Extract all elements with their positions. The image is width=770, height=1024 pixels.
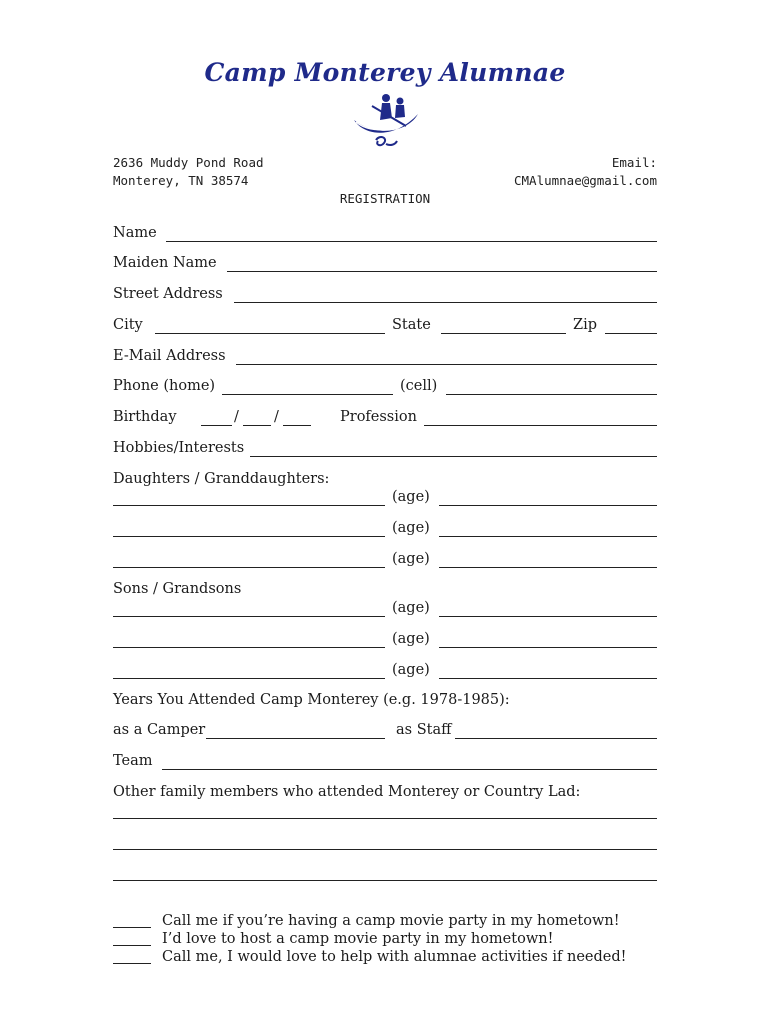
name-label: Name: [113, 225, 157, 241]
as-staff-field[interactable]: [455, 738, 657, 739]
checkbox-blank[interactable]: [113, 963, 151, 964]
son-age-field[interactable]: [439, 616, 657, 617]
other-family-field[interactable]: [113, 880, 657, 881]
age-label: (age): [392, 551, 430, 567]
son-age-field[interactable]: [439, 678, 657, 679]
form-title: REGISTRATION: [339, 191, 431, 206]
email-value: CMAlumnae@gmail.com: [514, 173, 657, 188]
email-address-field[interactable]: [236, 364, 657, 365]
daughter-age-field[interactable]: [439, 567, 657, 568]
daughter-name-field[interactable]: [113, 505, 385, 506]
state-field[interactable]: [441, 333, 566, 334]
birthday-year-field[interactable]: [283, 425, 311, 426]
city-label: City: [113, 317, 143, 333]
birthday-separator: /: [234, 409, 239, 425]
page-title: Camp Monterey Alumnae: [204, 58, 566, 87]
maiden-name-field[interactable]: [227, 271, 657, 272]
profession-field[interactable]: [424, 425, 657, 426]
street-address-label: Street Address: [113, 286, 223, 302]
state-label: State: [392, 317, 431, 333]
phone-cell-field[interactable]: [446, 394, 657, 395]
maiden-name-label: Maiden Name: [113, 255, 217, 271]
checkbox-blank[interactable]: [113, 945, 151, 946]
age-label: (age): [392, 520, 430, 536]
sons-label: Sons / Grandsons: [113, 581, 242, 597]
daughter-age-field[interactable]: [439, 536, 657, 537]
daughter-name-field[interactable]: [113, 567, 385, 568]
as-camper-label: as a Camper: [113, 722, 206, 738]
daughter-name-field[interactable]: [113, 536, 385, 537]
address-line-1: 2636 Muddy Pond Road: [113, 155, 264, 170]
phone-home-label: Phone (home): [113, 378, 216, 394]
checkbox-label: Call me if you’re having a camp movie party in my hometown!: [162, 913, 620, 929]
age-label: (age): [392, 600, 430, 616]
years-attended-label: Years You Attended Camp Monterey (e.g. 1978-1985):: [113, 692, 510, 708]
other-family-field[interactable]: [113, 849, 657, 850]
hobbies-field[interactable]: [250, 456, 657, 457]
checkbox-label: I’d love to host a camp movie party in my hometown!: [162, 931, 554, 947]
age-label: (age): [392, 662, 430, 678]
canoe-icon: [350, 92, 422, 156]
city-field[interactable]: [155, 333, 385, 334]
other-family-label: Other family members who attended Monterey or Country Lad:: [113, 784, 581, 800]
team-field[interactable]: [162, 769, 657, 770]
birthday-month-field[interactable]: [201, 425, 232, 426]
daughters-label: Daughters / Granddaughters:: [113, 471, 330, 487]
as-staff-label: as Staff: [396, 722, 452, 738]
other-family-field[interactable]: [113, 818, 657, 819]
birthday-label: Birthday: [113, 409, 177, 425]
name-field[interactable]: [166, 241, 657, 242]
zip-field[interactable]: [605, 333, 657, 334]
address-line-2: Monterey, TN 38574: [113, 173, 249, 188]
birthday-separator: /: [274, 409, 279, 425]
as-camper-field[interactable]: [206, 738, 385, 739]
son-age-field[interactable]: [439, 647, 657, 648]
son-name-field[interactable]: [113, 616, 385, 617]
age-label: (age): [392, 489, 430, 505]
phone-cell-label: (cell): [400, 378, 438, 394]
checkbox-label: Call me, I would love to help with alumnae activities if needed!: [162, 949, 627, 965]
zip-label: Zip: [573, 317, 597, 333]
son-name-field[interactable]: [113, 678, 385, 679]
checkbox-blank[interactable]: [113, 927, 151, 928]
age-label: (age): [392, 631, 430, 647]
hobbies-label: Hobbies/Interests: [113, 440, 245, 456]
son-name-field[interactable]: [113, 647, 385, 648]
birthday-day-field[interactable]: [243, 425, 271, 426]
daughter-age-field[interactable]: [439, 505, 657, 506]
phone-home-field[interactable]: [222, 394, 393, 395]
team-label: Team: [113, 753, 153, 769]
profession-label: Profession: [340, 409, 417, 425]
email-address-label: E-Mail Address: [113, 348, 226, 364]
street-address-field[interactable]: [234, 302, 657, 303]
email-label: Email:: [611, 155, 657, 170]
